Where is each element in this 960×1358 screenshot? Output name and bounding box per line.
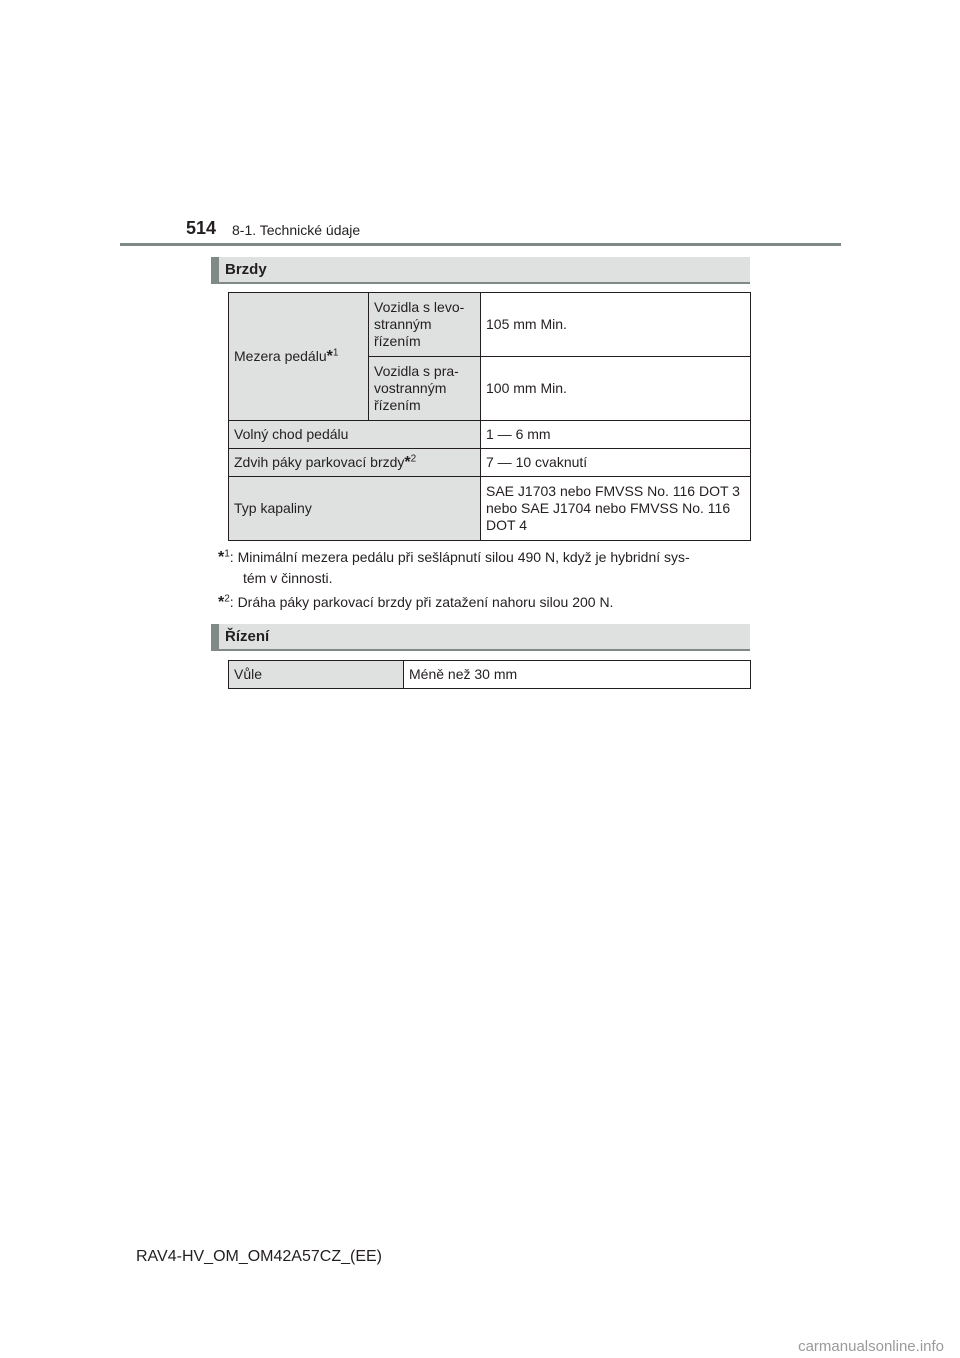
- footnote-1-text: : Minimální mezera pedálu při sešlápnutí silou 490 N, když je hybridní sys-: [229, 549, 690, 565]
- page-number: 514: [186, 218, 217, 238]
- footnote-star: *: [326, 348, 333, 365]
- footnote-2: [218, 592, 744, 613]
- rhd-value: 100 mm Min.: [481, 357, 751, 421]
- lhd-value: 105 mm Min.: [481, 293, 751, 357]
- footnote-2-text: : Dráha páky parkovací brzdy při zatažení nahoru silou 200 N.: [229, 594, 614, 610]
- lever-travel-value: 7 — 10 cvaknutí: [481, 449, 751, 477]
- watermark: carmanualsonline.info: [798, 1338, 944, 1355]
- footnote-star: *: [218, 594, 225, 611]
- steering-play-label: Vůle: [229, 661, 404, 689]
- section-title-steering: Řízení: [225, 628, 270, 645]
- footer: [0, 1248, 960, 1266]
- section-header-steering: [211, 624, 750, 651]
- free-play-label: Volný chod pedálu: [229, 421, 481, 449]
- footnote-star: *: [404, 454, 411, 471]
- footnote-1: [218, 547, 744, 589]
- table-row: [229, 661, 751, 689]
- header-divider: [120, 243, 841, 246]
- steering-table: [228, 660, 751, 689]
- footnote-1-continuation: tém v činnosti.: [243, 570, 333, 586]
- lhd-label: Vozidla s levo-stranným řízením: [369, 293, 481, 357]
- table-row: [229, 421, 751, 449]
- table-row: [229, 293, 751, 357]
- pedal-gap-label-cell: [229, 293, 369, 421]
- rhd-label: Vozidla s pra-vostranným řízením: [369, 357, 481, 421]
- pedal-gap-label: Mezera pedálu: [234, 348, 327, 364]
- fluid-type-value: SAE J1703 nebo FMVSS No. 116 DOT 3 nebo SAE J1704 nebo FMVSS No. 116 DOT 4: [481, 477, 751, 541]
- footnote-star: *: [218, 549, 225, 566]
- brakes-table: [228, 292, 751, 541]
- footnote-ref: 2: [410, 453, 417, 465]
- free-play-value: 1 — 6 mm: [481, 421, 751, 449]
- lever-travel-label: Zdvih páky parkovací brzdy: [234, 454, 405, 470]
- table-row: [229, 449, 751, 477]
- section-marker: [211, 624, 219, 649]
- steering-play-value: Méně než 30 mm: [404, 661, 751, 689]
- chapter-title: 8-1. Technické údaje: [232, 222, 361, 238]
- fluid-type-label: Typ kapaliny: [229, 477, 481, 541]
- footnote-ref: 2: [224, 593, 230, 605]
- table-row: [229, 477, 751, 541]
- footnote-ref: 1: [332, 347, 339, 359]
- section-marker: [211, 257, 219, 282]
- section-title-brakes: Brzdy: [225, 261, 267, 278]
- section-header-brakes: [211, 257, 750, 284]
- lever-travel-label-cell: [229, 449, 481, 477]
- footnote-ref: 1: [224, 548, 230, 560]
- doc-code: RAV4-HV_OM_OM42A57CZ_(EE): [136, 1248, 382, 1265]
